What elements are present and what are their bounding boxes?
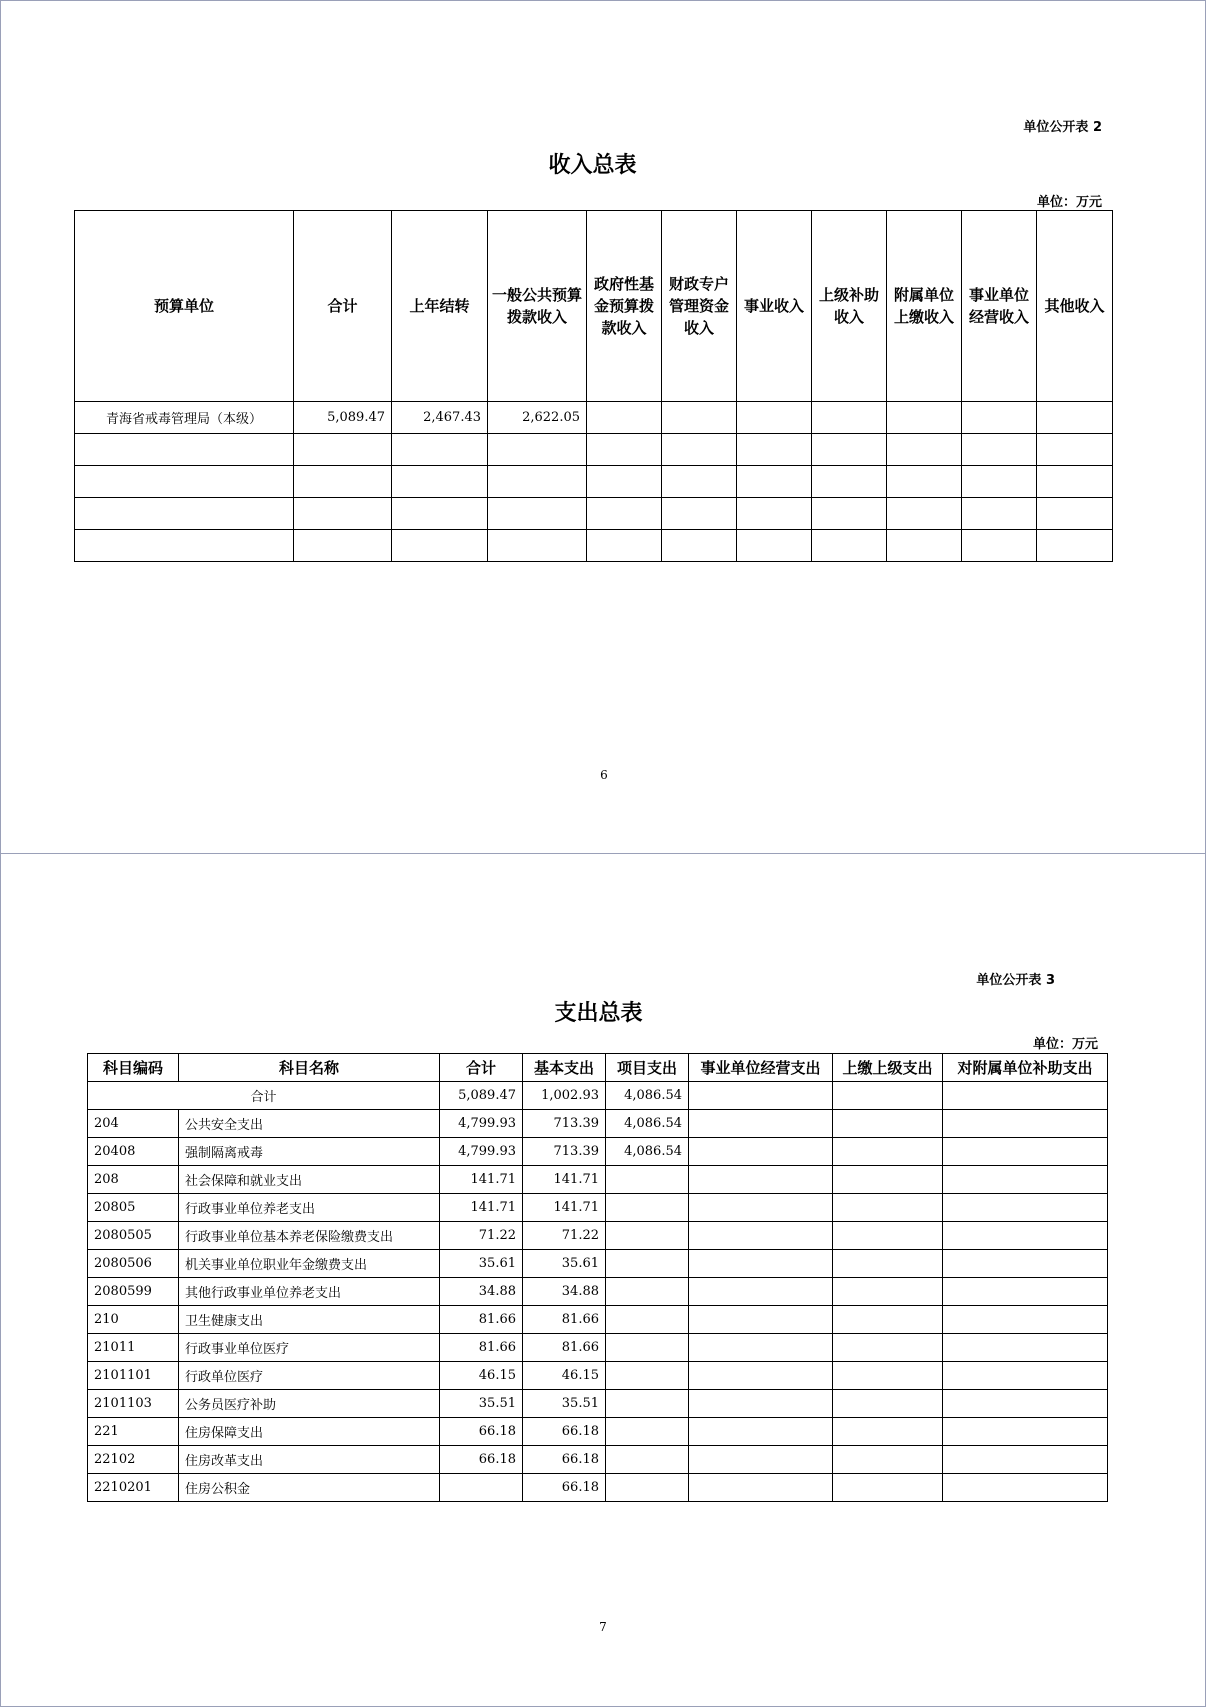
unit-label: 单位：万元 <box>1032 1037 1098 1052</box>
amount-cell <box>488 466 587 498</box>
total-cell: 34.88 <box>440 1278 523 1306</box>
subject-code-cell: 2101101 <box>88 1362 179 1390</box>
column-header: 上年结转 <box>392 211 488 402</box>
empty-cell <box>833 1138 943 1166</box>
empty-cell <box>943 1390 1108 1418</box>
empty-cell <box>943 1306 1108 1334</box>
subject-code-cell: 208 <box>88 1166 179 1194</box>
empty-cell <box>943 1278 1108 1306</box>
empty-cell <box>689 1474 833 1502</box>
budget-unit-cell <box>75 530 294 562</box>
amount-cell: 2,467.43 <box>392 402 488 434</box>
empty-cell <box>943 1474 1108 1502</box>
empty-cell <box>943 1334 1108 1362</box>
project-cell <box>606 1474 689 1502</box>
project-cell: 4,086.54 <box>606 1110 689 1138</box>
amount-cell <box>488 530 587 562</box>
table-header-row <box>88 1054 1108 1082</box>
table-row <box>88 1334 1108 1362</box>
empty-cell <box>689 1222 833 1250</box>
basic-cell: 81.66 <box>523 1306 606 1334</box>
subject-name-cell: 住房公积金 <box>179 1474 440 1502</box>
empty-cell <box>689 1082 833 1110</box>
empty-cell <box>689 1138 833 1166</box>
empty-cell <box>833 1222 943 1250</box>
project-cell <box>606 1250 689 1278</box>
empty-cell <box>689 1110 833 1138</box>
table-row <box>88 1306 1108 1334</box>
amount-cell <box>812 530 887 562</box>
empty-cell <box>943 1194 1108 1222</box>
amount-cell <box>662 498 737 530</box>
empty-cell <box>943 1138 1108 1166</box>
amount-cell: 2,622.05 <box>488 402 587 434</box>
total-cell: 4,799.93 <box>440 1110 523 1138</box>
empty-cell <box>833 1474 943 1502</box>
amount-cell <box>662 434 737 466</box>
total-label: 合计 <box>88 1082 440 1110</box>
amount-cell <box>294 434 392 466</box>
total-cell: 141.71 <box>440 1194 523 1222</box>
subject-code-cell: 2101103 <box>88 1390 179 1418</box>
basic-cell: 81.66 <box>523 1334 606 1362</box>
project-cell <box>606 1334 689 1362</box>
project-cell <box>606 1194 689 1222</box>
column-header: 科目编码 <box>88 1054 179 1082</box>
subject-code-cell: 2080506 <box>88 1250 179 1278</box>
subject-code-cell: 2080505 <box>88 1222 179 1250</box>
amount-cell <box>392 434 488 466</box>
project-cell <box>606 1306 689 1334</box>
subject-name-cell: 机关事业单位职业年金缴费支出 <box>179 1250 440 1278</box>
amount-cell <box>662 466 737 498</box>
amount-cell <box>1037 402 1113 434</box>
column-header: 基本支出 <box>523 1054 606 1082</box>
total-cell: 35.51 <box>440 1390 523 1418</box>
project-cell <box>606 1362 689 1390</box>
form-number: 单位公开表 2 <box>1023 120 1102 135</box>
amount-cell <box>737 434 812 466</box>
page-number: 7 <box>599 1620 607 1634</box>
empty-cell <box>689 1390 833 1418</box>
page-title: 支出总表 <box>554 1001 643 1026</box>
column-header: 附属单位上缴收入 <box>887 211 962 402</box>
column-header: 一般公共预算拨款收入 <box>488 211 587 402</box>
table-row <box>88 1390 1108 1418</box>
project-cell <box>606 1390 689 1418</box>
total-cell: 66.18 <box>440 1418 523 1446</box>
amount-cell <box>812 466 887 498</box>
expense-summary-table <box>87 1053 1108 1502</box>
amount-cell <box>587 530 662 562</box>
total-cell: 66.18 <box>440 1446 523 1474</box>
subject-code-cell: 2080599 <box>88 1278 179 1306</box>
subject-name-cell: 公务员医疗补助 <box>179 1390 440 1418</box>
total-amount: 5,089.47 <box>440 1082 523 1110</box>
amount-cell <box>1037 530 1113 562</box>
subject-name-cell: 行政事业单位医疗 <box>179 1334 440 1362</box>
empty-cell <box>833 1250 943 1278</box>
table-header-row <box>75 211 1113 402</box>
column-header: 预算单位 <box>75 211 294 402</box>
document-page-6 <box>0 0 1206 854</box>
total-project: 4,086.54 <box>606 1082 689 1110</box>
table-row <box>75 402 1113 434</box>
subject-name-cell: 住房改革支出 <box>179 1446 440 1474</box>
empty-cell <box>833 1362 943 1390</box>
basic-cell: 66.18 <box>523 1418 606 1446</box>
column-header: 上缴上级支出 <box>833 1054 943 1082</box>
column-header: 项目支出 <box>606 1054 689 1082</box>
column-header: 其他收入 <box>1037 211 1113 402</box>
amount-cell <box>737 498 812 530</box>
amount-cell <box>587 434 662 466</box>
amount-cell <box>392 466 488 498</box>
project-cell: 4,086.54 <box>606 1138 689 1166</box>
empty-cell <box>689 1362 833 1390</box>
table-row <box>88 1250 1108 1278</box>
empty-cell <box>689 1334 833 1362</box>
project-cell <box>606 1418 689 1446</box>
empty-cell <box>943 1166 1108 1194</box>
budget-unit-cell: 青海省戒毒管理局（本级） <box>75 402 294 434</box>
amount-cell <box>887 402 962 434</box>
amount-cell <box>392 530 488 562</box>
basic-cell: 34.88 <box>523 1278 606 1306</box>
empty-cell <box>689 1278 833 1306</box>
column-header: 事业单位经营支出 <box>689 1054 833 1082</box>
subject-code-cell: 22102 <box>88 1446 179 1474</box>
total-cell: 46.15 <box>440 1362 523 1390</box>
empty-cell <box>833 1194 943 1222</box>
subject-name-cell: 卫生健康支出 <box>179 1306 440 1334</box>
empty-cell <box>689 1446 833 1474</box>
empty-cell <box>833 1334 943 1362</box>
amount-cell <box>662 530 737 562</box>
empty-cell <box>833 1446 943 1474</box>
amount-cell <box>587 466 662 498</box>
table-row <box>88 1362 1108 1390</box>
empty-cell <box>943 1418 1108 1446</box>
page-title: 收入总表 <box>548 153 637 178</box>
project-cell <box>606 1222 689 1250</box>
subject-name-cell: 行政单位医疗 <box>179 1362 440 1390</box>
amount-cell <box>962 434 1037 466</box>
basic-cell: 713.39 <box>523 1110 606 1138</box>
amount-cell <box>812 402 887 434</box>
subject-name-cell: 行政事业单位基本养老保险缴费支出 <box>179 1222 440 1250</box>
amount-cell <box>812 498 887 530</box>
subject-name-cell: 公共安全支出 <box>179 1110 440 1138</box>
amount-cell <box>962 530 1037 562</box>
amount-cell: 5,089.47 <box>294 402 392 434</box>
table-row <box>88 1138 1108 1166</box>
income-summary-table <box>74 210 1113 562</box>
table-row <box>75 530 1113 562</box>
table-row <box>88 1222 1108 1250</box>
page-number: 6 <box>600 768 608 782</box>
total-basic: 1,002.93 <box>523 1082 606 1110</box>
subject-code-cell: 204 <box>88 1110 179 1138</box>
form-number: 单位公开表 3 <box>976 973 1055 988</box>
amount-cell <box>587 498 662 530</box>
basic-cell: 71.22 <box>523 1222 606 1250</box>
column-header: 对附属单位补助支出 <box>943 1054 1108 1082</box>
project-cell <box>606 1278 689 1306</box>
amount-cell <box>887 530 962 562</box>
empty-cell <box>833 1082 943 1110</box>
total-cell: 4,799.93 <box>440 1138 523 1166</box>
amount-cell <box>887 466 962 498</box>
amount-cell <box>392 498 488 530</box>
column-header: 财政专户管理资金收入 <box>662 211 737 402</box>
empty-cell <box>833 1306 943 1334</box>
empty-cell <box>833 1278 943 1306</box>
subject-code-cell: 2210201 <box>88 1474 179 1502</box>
column-header: 科目名称 <box>179 1054 440 1082</box>
basic-cell: 66.18 <box>523 1446 606 1474</box>
amount-cell <box>294 530 392 562</box>
basic-cell: 46.15 <box>523 1362 606 1390</box>
amount-cell <box>488 498 587 530</box>
budget-unit-cell <box>75 466 294 498</box>
amount-cell <box>812 434 887 466</box>
amount-cell <box>737 530 812 562</box>
amount-cell <box>887 434 962 466</box>
subject-code-cell: 21011 <box>88 1334 179 1362</box>
column-header: 合计 <box>440 1054 523 1082</box>
total-cell: 35.61 <box>440 1250 523 1278</box>
empty-cell <box>943 1082 1108 1110</box>
table-row <box>75 466 1113 498</box>
column-header: 上级补助收入 <box>812 211 887 402</box>
basic-cell: 141.71 <box>523 1166 606 1194</box>
column-header: 事业单位经营收入 <box>962 211 1037 402</box>
empty-cell <box>833 1390 943 1418</box>
table-row <box>88 1166 1108 1194</box>
column-header: 政府性基金预算拨款收入 <box>587 211 662 402</box>
empty-cell <box>943 1222 1108 1250</box>
amount-cell <box>1037 466 1113 498</box>
empty-cell <box>689 1166 833 1194</box>
amount-cell <box>737 402 812 434</box>
amount-cell <box>1037 434 1113 466</box>
subject-name-cell: 社会保障和就业支出 <box>179 1166 440 1194</box>
basic-cell: 35.61 <box>523 1250 606 1278</box>
amount-cell <box>962 402 1037 434</box>
amount-cell <box>737 466 812 498</box>
table-row <box>88 1418 1108 1446</box>
subject-name-cell: 其他行政事业单位养老支出 <box>179 1278 440 1306</box>
project-cell <box>606 1446 689 1474</box>
basic-cell: 35.51 <box>523 1390 606 1418</box>
amount-cell <box>294 466 392 498</box>
table-row <box>88 1278 1108 1306</box>
basic-cell: 141.71 <box>523 1194 606 1222</box>
subject-code-cell: 20805 <box>88 1194 179 1222</box>
table-row <box>88 1110 1108 1138</box>
subject-code-cell: 20408 <box>88 1138 179 1166</box>
amount-cell <box>294 498 392 530</box>
basic-cell: 66.18 <box>523 1474 606 1502</box>
amount-cell <box>662 402 737 434</box>
amount-cell <box>887 498 962 530</box>
amount-cell <box>962 466 1037 498</box>
subject-code-cell: 221 <box>88 1418 179 1446</box>
unit-label: 单位：万元 <box>1036 195 1102 210</box>
column-header: 合计 <box>294 211 392 402</box>
amount-cell <box>1037 498 1113 530</box>
total-row <box>88 1082 1108 1110</box>
amount-cell <box>962 498 1037 530</box>
subject-name-cell: 住房保障支出 <box>179 1418 440 1446</box>
amount-cell <box>587 402 662 434</box>
empty-cell <box>833 1110 943 1138</box>
empty-cell <box>689 1306 833 1334</box>
total-cell: 81.66 <box>440 1334 523 1362</box>
table-row <box>88 1474 1108 1502</box>
empty-cell <box>689 1194 833 1222</box>
budget-unit-cell <box>75 498 294 530</box>
empty-cell <box>943 1446 1108 1474</box>
empty-cell <box>833 1418 943 1446</box>
empty-cell <box>943 1110 1108 1138</box>
empty-cell <box>943 1362 1108 1390</box>
table-row <box>88 1194 1108 1222</box>
total-cell <box>440 1474 523 1502</box>
column-header: 事业收入 <box>737 211 812 402</box>
empty-cell <box>689 1418 833 1446</box>
subject-name-cell: 行政事业单位养老支出 <box>179 1194 440 1222</box>
table-row <box>75 434 1113 466</box>
amount-cell <box>488 434 587 466</box>
empty-cell <box>833 1166 943 1194</box>
total-cell: 71.22 <box>440 1222 523 1250</box>
table-row <box>88 1446 1108 1474</box>
total-cell: 141.71 <box>440 1166 523 1194</box>
total-cell: 81.66 <box>440 1306 523 1334</box>
budget-unit-cell <box>75 434 294 466</box>
table-row <box>75 498 1113 530</box>
empty-cell <box>943 1250 1108 1278</box>
project-cell <box>606 1166 689 1194</box>
empty-cell <box>689 1250 833 1278</box>
subject-name-cell: 强制隔离戒毒 <box>179 1138 440 1166</box>
basic-cell: 713.39 <box>523 1138 606 1166</box>
subject-code-cell: 210 <box>88 1306 179 1334</box>
